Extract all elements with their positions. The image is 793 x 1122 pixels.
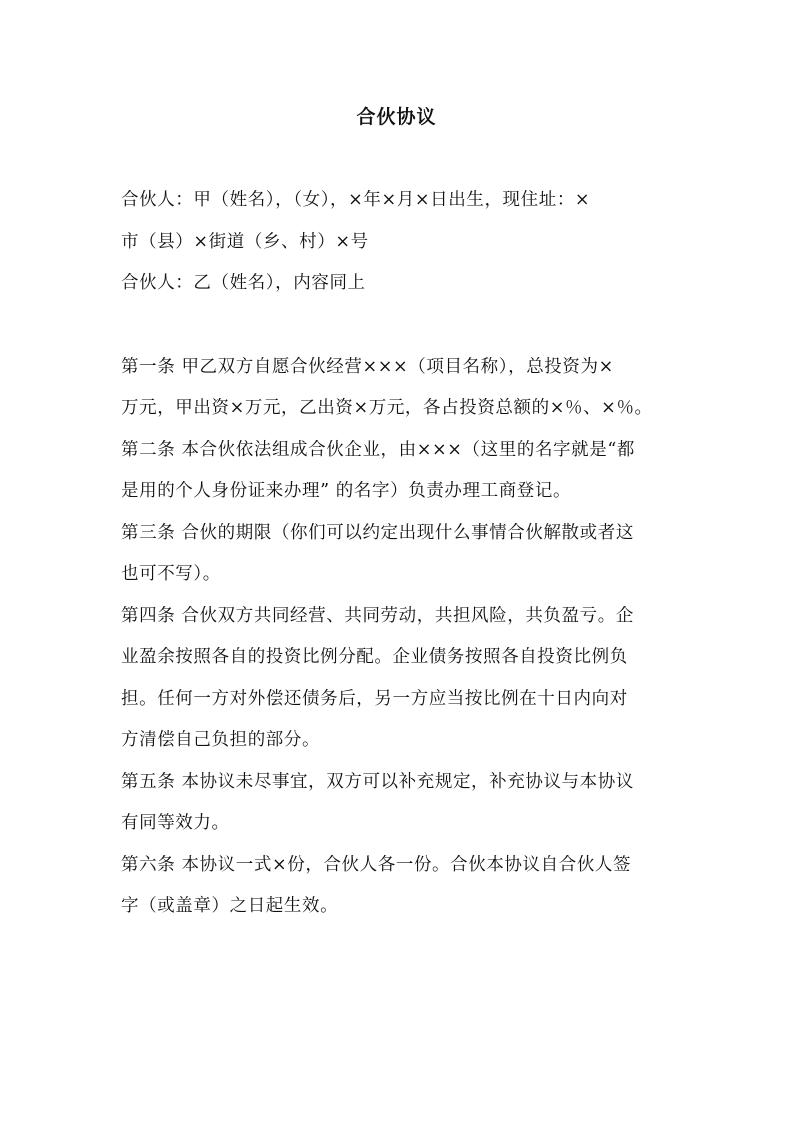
partner-a-line-1: 合伙人：甲（姓名），（女），×年×月×日出生，现住址：×	[121, 190, 591, 210]
article-5-line-2: 有同等效力。	[121, 813, 230, 833]
article-3-line-1: 第三条 合伙的期限（你们可以约定出现什么事情合伙解散或者这	[121, 523, 634, 543]
partner-a-line-2: 市（县）×街道（乡、村）×号	[121, 232, 369, 252]
article-2-line-2: 是用的个人身份证来办理” 的名字）负责办理工商登记。	[121, 481, 572, 501]
article-2-line-1: 第二条 本合伙依法组成合伙企业，由×××（这里的名字就是“都	[121, 440, 635, 460]
article-4-line-4: 方清偿自己负担的部分。	[121, 730, 321, 750]
article-3-line-2: 也可不写）。	[121, 564, 221, 584]
partner-b-line: 合伙人：乙（姓名），内容同上	[121, 273, 366, 293]
document-title: 合伙协议	[356, 106, 437, 128]
article-4-line-3: 担。任何一方对外偿还债务后，另一方应当按比例在十日内向对	[121, 689, 628, 709]
article-6-line-1: 第六条 本协议一式×份，合伙人各一份。合伙本协议自合伙人签	[121, 855, 632, 875]
article-1-line-2: 万元，甲出资×万元，乙出资×万元，各占投资总额的×％、×％。	[121, 398, 653, 418]
article-1-line-1: 第一条 甲乙双方自愿合伙经营×××（项目名称），总投资为×	[121, 357, 614, 377]
article-5-line-1: 第五条 本协议未尽事宜，双方可以补充规定，补充协议与本协议	[121, 772, 634, 792]
article-4-line-2: 业盈余按照各自的投资比例分配。企业债务按照各自投资比例负	[121, 647, 628, 667]
article-4-line-1: 第四条 合伙双方共同经营、共同劳动，共担风险，共负盈亏。企	[121, 606, 634, 626]
article-6-line-2: 字（或盖章）之日起生效。	[121, 896, 339, 916]
